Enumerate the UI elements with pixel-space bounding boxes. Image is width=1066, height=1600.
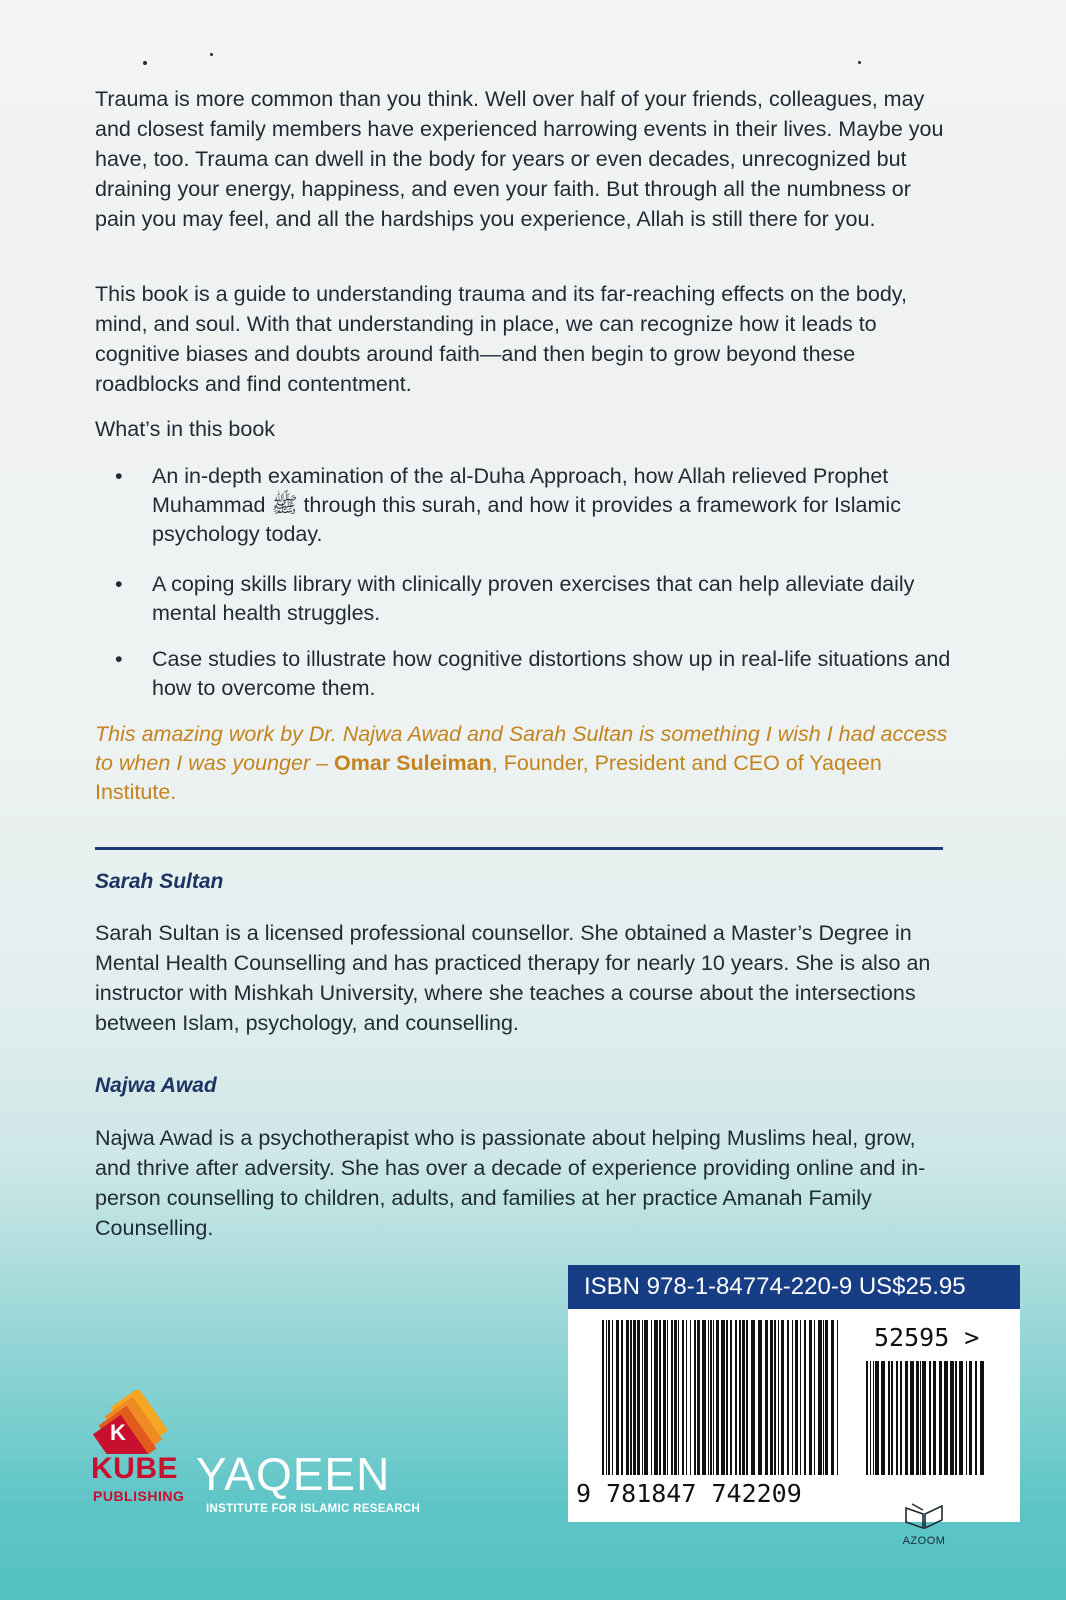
bullet-icon: •: [115, 572, 123, 596]
barcode-bar: [739, 1320, 741, 1475]
speck: [143, 61, 147, 65]
barcode-bar: [774, 1320, 776, 1475]
open-book-icon: [902, 1500, 946, 1530]
barcode-bar: [642, 1320, 643, 1475]
barcode-bar: [690, 1320, 691, 1475]
barcode-bar: [910, 1361, 914, 1475]
barcode-bar: [933, 1361, 936, 1475]
list-item-text: An in-depth examination of the al-Duha Approach, how Allah relieved Prophet Muhammad ﷺ through this surah, and how it provides a framework for Islamic psychology today.: [152, 464, 901, 546]
barcode-bar: [702, 1320, 706, 1475]
barcode-bar: [735, 1320, 737, 1475]
barcode-bar: [837, 1320, 838, 1475]
barcode-bar: [710, 1320, 712, 1475]
intro-text: This book is a guide to understanding trauma and its far-reaching effects on the body, mind, and soul. With that understanding in place, we can recognize how it leads to cognitive biases and doubts around faith—and then begin to grow beyond these roadblocks and find contentment.: [95, 282, 907, 396]
endorsement-dash: –: [310, 751, 335, 775]
barcode-panel: [568, 1265, 1020, 1522]
barcode-bar: [602, 1320, 604, 1475]
barcode-bar: [980, 1361, 984, 1475]
barcode-bar: [742, 1320, 745, 1475]
barcode-bar: [606, 1320, 607, 1475]
endorsement-text: This amazing work by Dr. Najwa Awad and Sarah Sultan is something I wish I had access to when I was younger: [95, 722, 948, 775]
barcode-bar: [713, 1320, 714, 1475]
barcode-bar: [654, 1320, 658, 1475]
barcode-bar: [608, 1320, 610, 1475]
barcode-bar: [792, 1320, 793, 1475]
barcode-bar: [888, 1361, 890, 1475]
barcode-bar: [626, 1320, 629, 1475]
barcode-bar: [818, 1320, 822, 1475]
barcode-bar: [787, 1320, 789, 1475]
endorser-title: , Founder, President and CEO of Yaqeen Institute.: [95, 751, 882, 804]
kube-badge-letter: K: [110, 1420, 126, 1445]
barcode-bar: [881, 1361, 885, 1475]
barcode-bar: [716, 1320, 719, 1475]
barcode-bar: [746, 1320, 748, 1475]
barcode-bar: [814, 1320, 815, 1475]
barcode-bar: [671, 1320, 673, 1475]
barcode-bar: [891, 1361, 893, 1475]
barcode-bar: [825, 1320, 828, 1475]
kube-books-icon: [91, 1390, 187, 1454]
barcode-bar: [682, 1320, 684, 1475]
list-item-text: A coping skills library with clinically proven exercises that can help alleviate daily mental health struggles.: [152, 572, 915, 625]
barcode-bar: [870, 1361, 871, 1475]
barcode-bar: [809, 1320, 812, 1475]
barcode-bar: [875, 1361, 879, 1475]
barcode-bar: [730, 1320, 732, 1475]
barcode-addon-digits: 52595 >: [874, 1323, 980, 1352]
barcode: [602, 1320, 842, 1475]
barcode-bar: [778, 1320, 779, 1475]
barcode-bar: [644, 1320, 648, 1475]
speck: [858, 61, 861, 64]
publisher-name: KUBE: [91, 1452, 179, 1485]
contents-heading: What’s in this book: [95, 417, 276, 441]
barcode-bar: [929, 1361, 931, 1475]
author-bio-sarah: Sarah Sultan is a licensed professional counsellor. She obtained a Master’s Degree in Mental Health Counselling and has practiced therapy for nearly 10 years. She is also an instructor with Mishkah University, where she teaches a course about the intersections between Islam, psychology, and counselling.: [95, 921, 931, 1035]
author-name-sarah: Sarah Sultan: [95, 870, 224, 893]
barcode-bar: [804, 1320, 806, 1475]
barcode-bar: [950, 1361, 954, 1475]
barcode-bar: [694, 1320, 696, 1475]
barcode-bar: [663, 1320, 666, 1475]
barcode-bar: [678, 1320, 679, 1475]
barcode-bar: [795, 1320, 798, 1475]
kube-publishing-logo: [91, 1390, 191, 1504]
barcode-bar: [900, 1361, 902, 1475]
azoom-label: AZOOM: [902, 1535, 946, 1547]
barcode-addon: [866, 1361, 986, 1475]
barcode-bar: [831, 1320, 834, 1475]
endorsement-quote: [95, 720, 955, 807]
barcode-bar: [765, 1320, 768, 1475]
divider: [95, 847, 943, 850]
barcode-bar: [770, 1320, 773, 1475]
barcode-bar: [922, 1361, 926, 1475]
barcode-bar: [674, 1320, 677, 1475]
barcode-bar: [939, 1361, 942, 1475]
publisher-sub: PUBLISHING: [93, 1488, 185, 1504]
barcode-bar: [873, 1361, 874, 1475]
institute-name: YAQEEN: [196, 1448, 391, 1500]
barcode-bar: [975, 1361, 977, 1475]
isbn-price-label: ISBN 978-1-84774-220-9 US$25.95: [568, 1265, 1020, 1309]
barcode-bar: [659, 1320, 661, 1475]
barcode-bar: [823, 1320, 824, 1475]
endorser-name: Omar Suleiman: [334, 751, 492, 775]
speck: [210, 53, 213, 56]
barcode-bar: [955, 1361, 957, 1475]
barcode-bar: [781, 1320, 784, 1475]
barcode-bar: [633, 1320, 636, 1475]
barcode-bar: [637, 1320, 640, 1475]
barcode-bar: [667, 1320, 668, 1475]
barcode-bar: [800, 1320, 801, 1475]
barcode-bar: [726, 1320, 728, 1475]
barcode-bar: [751, 1320, 755, 1475]
barcode-bar: [905, 1361, 908, 1475]
barcode-bar: [708, 1320, 709, 1475]
barcode-bar: [920, 1361, 921, 1475]
barcode-bar: [697, 1320, 700, 1475]
barcode-bar: [969, 1361, 972, 1475]
barcode-bar: [721, 1320, 725, 1475]
barcode-bar: [621, 1320, 623, 1475]
barcode-bar: [616, 1320, 619, 1475]
author-bio-najwa: Najwa Awad is a psychotherapist who is passionate about helping Muslims heal, grow, and thrive after adversity. She has over a decade of experience providing online and in-person counselling to children, adults, and families at her practice Amanah Family Counselling.: [95, 1126, 926, 1240]
list-item-text: Case studies to illustrate how cognitive distortions show up in real-life situations and how to overcome them.: [152, 647, 951, 700]
barcode-digits: 9 781847 742209: [576, 1479, 802, 1508]
barcode-bar: [686, 1320, 687, 1475]
barcode-bar: [651, 1320, 652, 1475]
bullet-icon: •: [115, 647, 123, 671]
author-name-najwa: Najwa Awad: [95, 1074, 217, 1097]
barcode-bar: [866, 1361, 868, 1475]
institute-sub: INSTITUTE FOR ISLAMIC RESEARCH: [206, 1503, 421, 1515]
barcode-bar: [944, 1361, 948, 1475]
intro-paragraph-1: [95, 84, 955, 234]
intro-paragraph-2: [95, 279, 955, 399]
barcode-bar: [896, 1361, 898, 1475]
intro-text: Trauma is more common than you think. Well over half of your friends, colleagues, may and closest family members have experienced harrowing events in their lives. Maybe you have, too. Trauma can dwell in the body for years or even decades, unrecognized but draining your energy, happiness, and even your faith. But through all the numbness or pain you may feel, and all the hardships you experience, Allah is still there for you.: [95, 87, 944, 231]
barcode-bar: [959, 1361, 963, 1475]
bullet-icon: •: [115, 464, 123, 488]
barcode-bar: [966, 1361, 967, 1475]
azoom-watermark: [893, 1500, 955, 1547]
barcode-bar: [612, 1320, 613, 1475]
barcode-bar: [630, 1320, 632, 1475]
barcode-bar: [916, 1361, 919, 1475]
barcode-bar: [758, 1320, 762, 1475]
